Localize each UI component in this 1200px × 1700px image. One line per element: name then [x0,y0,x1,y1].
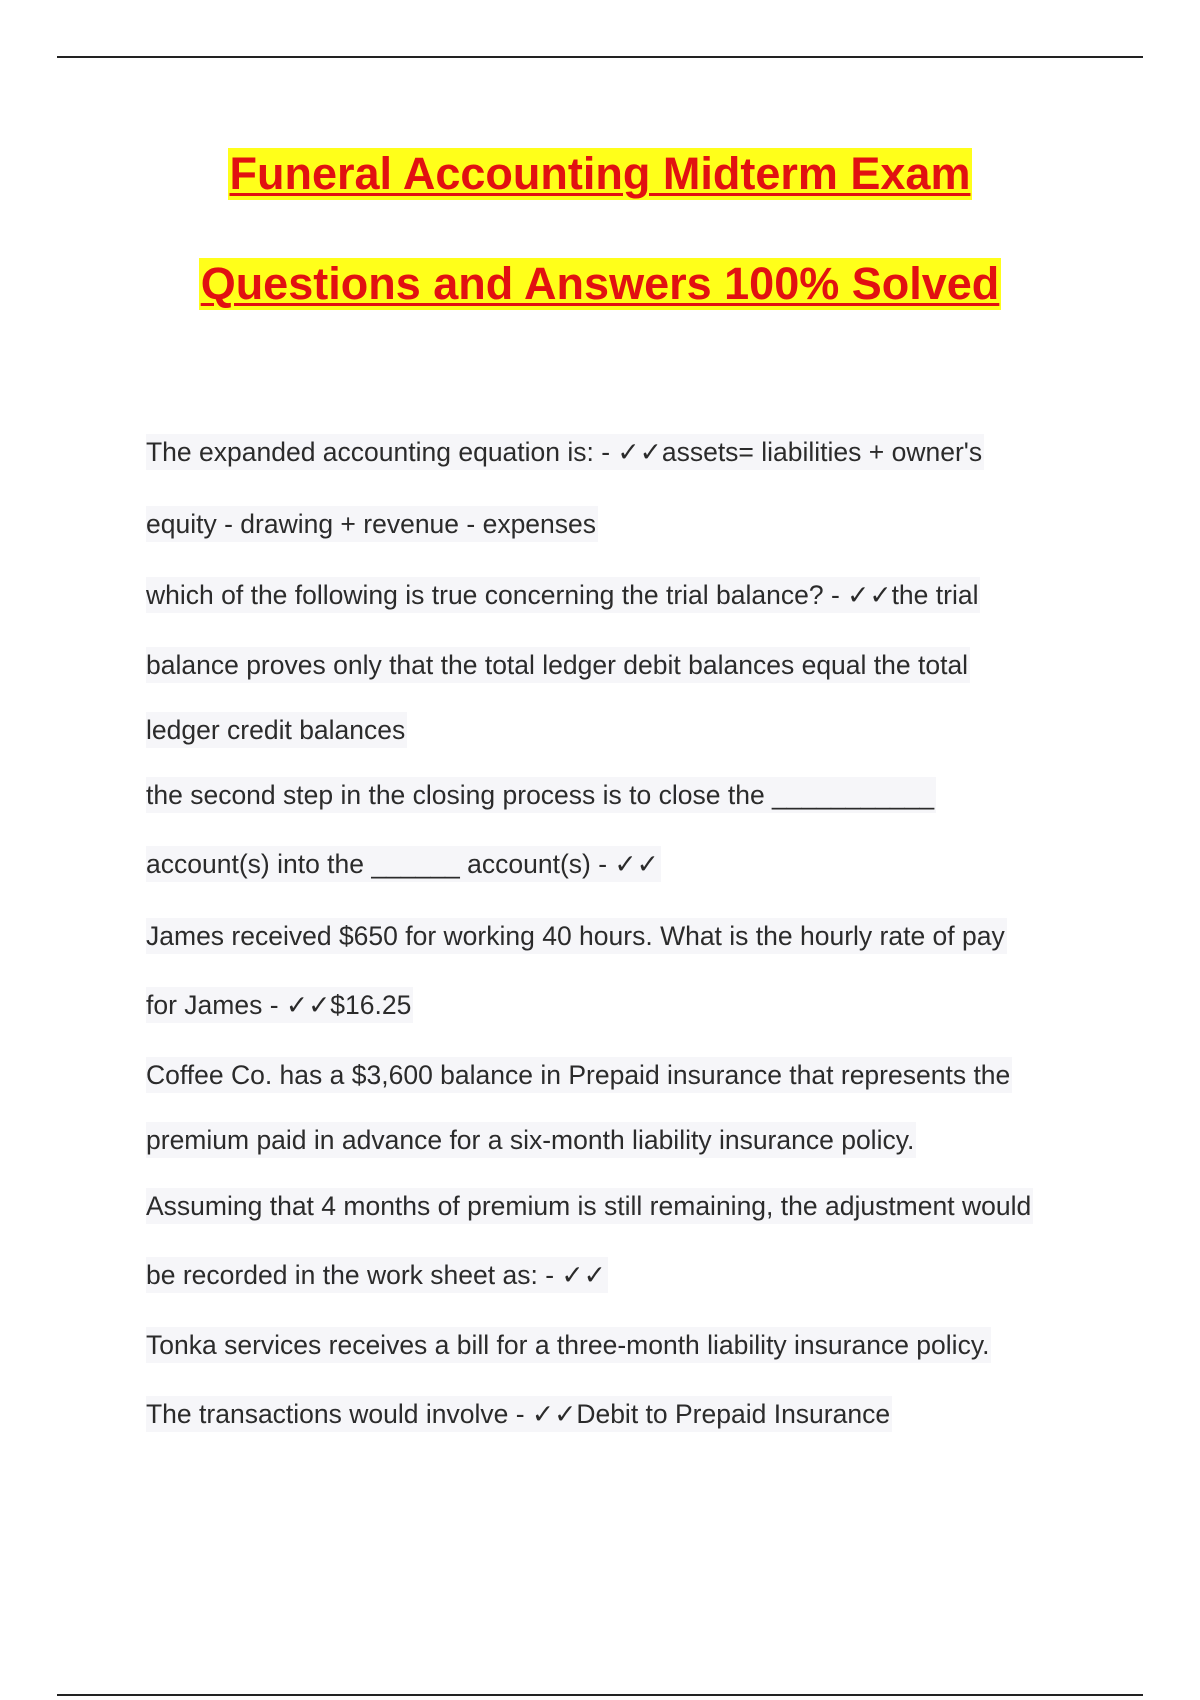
document-title-line-2: Questions and Answers 100% Solved [200,258,1000,309]
text-line: Coffee Co. has a $3,600 balance in Prepaid insurance that represents the [146,1057,1012,1093]
text-line: which of the following is true concerning the trial balance? - ✓✓the trial [146,577,980,613]
top-rule [57,56,1143,58]
text-line: for James - ✓✓$16.25 [146,987,413,1023]
text-line: the second step in the closing process is to close the ___________ [146,777,936,813]
text-line: premium paid in advance for a six-month liability insurance policy. [146,1122,916,1158]
title-line-1-wrap [0,148,1200,200]
text-line: Tonka services receives a bill for a three-month liability insurance policy. [146,1327,991,1363]
text-line: The expanded accounting equation is: - ✓✓assets= liabilities + owner's [146,434,984,470]
text-line: Assuming that 4 months of premium is still remaining, the adjustment would [146,1188,1033,1224]
text-line: ledger credit balances [146,712,407,748]
document-title-line-1: Funeral Accounting Midterm Exam [229,148,971,199]
text-line: The transactions would involve - ✓✓Debit to Prepaid Insurance [146,1396,892,1432]
text-line: account(s) into the ______ account(s) - ✓✓ [146,846,661,882]
text-line: equity - drawing + revenue - expenses [146,506,598,542]
title-line-2-wrap [0,258,1200,310]
text-line: be recorded in the work sheet as: - ✓✓ [146,1257,608,1293]
text-line: balance proves only that the total ledger debit balances equal the total [146,647,970,683]
bottom-rule [57,1694,1143,1696]
text-line: James received $650 for working 40 hours. What is the hourly rate of pay [146,918,1007,954]
